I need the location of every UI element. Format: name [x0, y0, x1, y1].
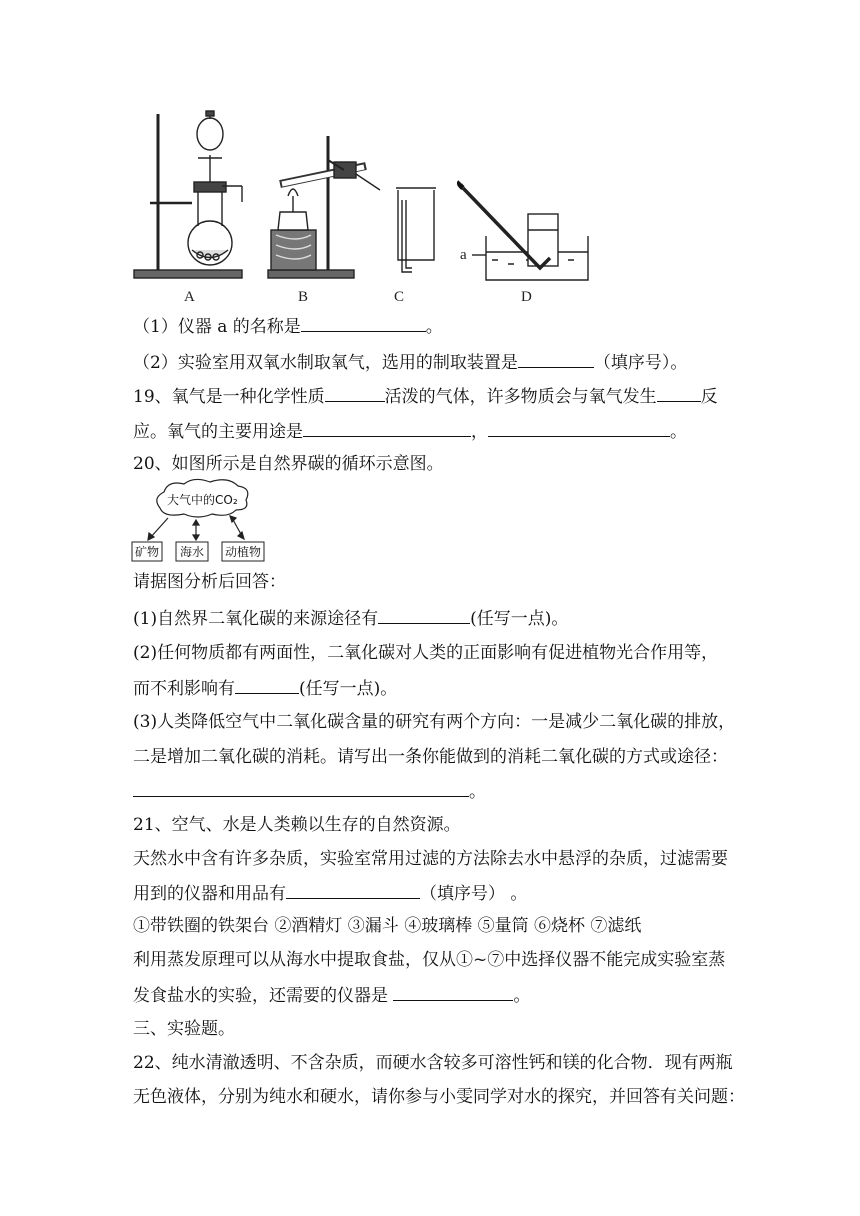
q20-part1 [133, 606, 568, 630]
marker-a: a [460, 247, 467, 263]
answer-blank[interactable] [518, 350, 594, 368]
q21-line1: 天然水中含有许多杂质，实验室常用过滤的方法除去水中悬浮的杂质，过滤需要 [133, 849, 728, 869]
q19-text-b: 活泼的气体，许多物质会与氧气发生 [384, 387, 657, 407]
q18-part1 [133, 314, 443, 338]
carbon-cycle-diagram [130, 478, 280, 564]
q20-part3-line2: 二是增加二氧化碳的消耗。请写出一条你能做到的消耗二氧化碳的方式或途径： [133, 747, 728, 767]
apparatus-d [459, 182, 588, 280]
q18-p2-end: （填序号）。 [593, 353, 688, 373]
apparatus-b [268, 136, 380, 278]
q22-line2: 无色液体，分别为纯水和硬水，请你参与小雯同学对水的探究，并回答有关问题： [133, 1087, 745, 1107]
answer-blank[interactable] [303, 419, 471, 437]
q21-l5-end: 。 [513, 986, 531, 1006]
q20-intro: 请据图分析后回答： [133, 572, 286, 592]
apparatus-drawing [130, 100, 590, 310]
q21-l2-text: 用到的仪器和用品有 [133, 884, 286, 904]
answer-blank[interactable] [286, 881, 420, 899]
q19-text-c: 反 [700, 387, 718, 407]
label-a: A [184, 289, 195, 305]
q20-p2-text: 而不利影响有 [133, 679, 235, 699]
q20-part3-line1: (3)人类降低空气中二氧化碳含量的研究有两个方向：一是减少二氧化碳的排放， [133, 712, 736, 732]
answer-blank[interactable] [325, 384, 385, 402]
q20-p1-text: (1)自然界二氧化碳的来源途径有 [133, 609, 379, 629]
cloud-label: 大气中的CO₂ [167, 493, 238, 507]
box-label-minerals: 矿物 [135, 545, 160, 559]
q20-p1-end: (任写一点)。 [470, 609, 569, 629]
apparatus-c [396, 188, 436, 272]
q19-text-a: 19、氧气是一种化学性质 [133, 387, 325, 407]
answer-blank[interactable] [488, 419, 670, 437]
q18-part2 [133, 350, 687, 374]
box-label-seawater: 海水 [180, 545, 205, 559]
q21-l2-end: （填序号） 。 [420, 884, 528, 904]
q18-p2-text: （2）实验室用双氧水制取氧气，选用的制取装置是 [133, 353, 518, 373]
q18-p1-end: 。 [425, 317, 443, 337]
answer-blank[interactable] [657, 384, 701, 402]
q20-p3-end: 。 [469, 782, 486, 802]
label-c: C [394, 289, 405, 305]
label-b: B [298, 289, 309, 305]
answer-blank[interactable] [235, 676, 299, 694]
q21-title: 21、空气、水是人类赖以生存的自然资源。 [133, 815, 461, 835]
q18-p1-text: （1）仪器 a 的名称是 [133, 317, 301, 337]
q19-text-e: ， [471, 422, 488, 442]
q20-p2-end: (任写一点)。 [299, 679, 398, 699]
answer-blank[interactable] [301, 314, 426, 332]
q21-line2 [133, 881, 527, 905]
q19-text-d: 应。氧气的主要用途是 [133, 422, 303, 442]
q21-line4: 利用蒸发原理可以从海水中提取食盐，仅从①~⑦中选择仪器不能完成实验室蒸 [133, 950, 726, 970]
apparatus-figure [130, 100, 590, 310]
carbon-cycle-drawing [130, 478, 280, 564]
section-heading: 三、实验题。 [133, 1019, 235, 1039]
label-d: D [521, 289, 532, 305]
answer-blank[interactable] [393, 983, 513, 1001]
q21-l5-text: 发食盐水的实验，还需要的仪器是 [133, 986, 394, 1006]
q20-part2-line2 [133, 676, 397, 700]
q19-line2 [133, 419, 687, 443]
apparatus-a [134, 111, 242, 278]
answer-blank[interactable] [133, 779, 469, 797]
box-label-organisms: 动植物 [225, 545, 262, 559]
arrows [148, 516, 244, 540]
q19-text-f: 。 [670, 422, 687, 442]
q20-part2-line1: (2)任何物质都有两面性，二氧化碳对人类的正面影响有促进植物光合作用等， [133, 643, 719, 663]
q20-title: 20、如图所示是自然界碳的循环示意图。 [133, 454, 444, 474]
q19-line1 [133, 384, 718, 408]
q22-line1: 22、纯水清澈透明、不含杂质，而硬水含较多可溶性钙和镁的化合物．现有两瓶 [133, 1053, 733, 1073]
answer-blank[interactable] [378, 606, 470, 624]
q21-items: ①带铁圈的铁架台 ②酒精灯 ③漏斗 ④玻璃棒 ⑤量筒 ⑥烧杯 ⑦滤纸 [133, 916, 642, 936]
q21-line5 [133, 983, 530, 1007]
q20-part3-line3 [133, 779, 486, 803]
